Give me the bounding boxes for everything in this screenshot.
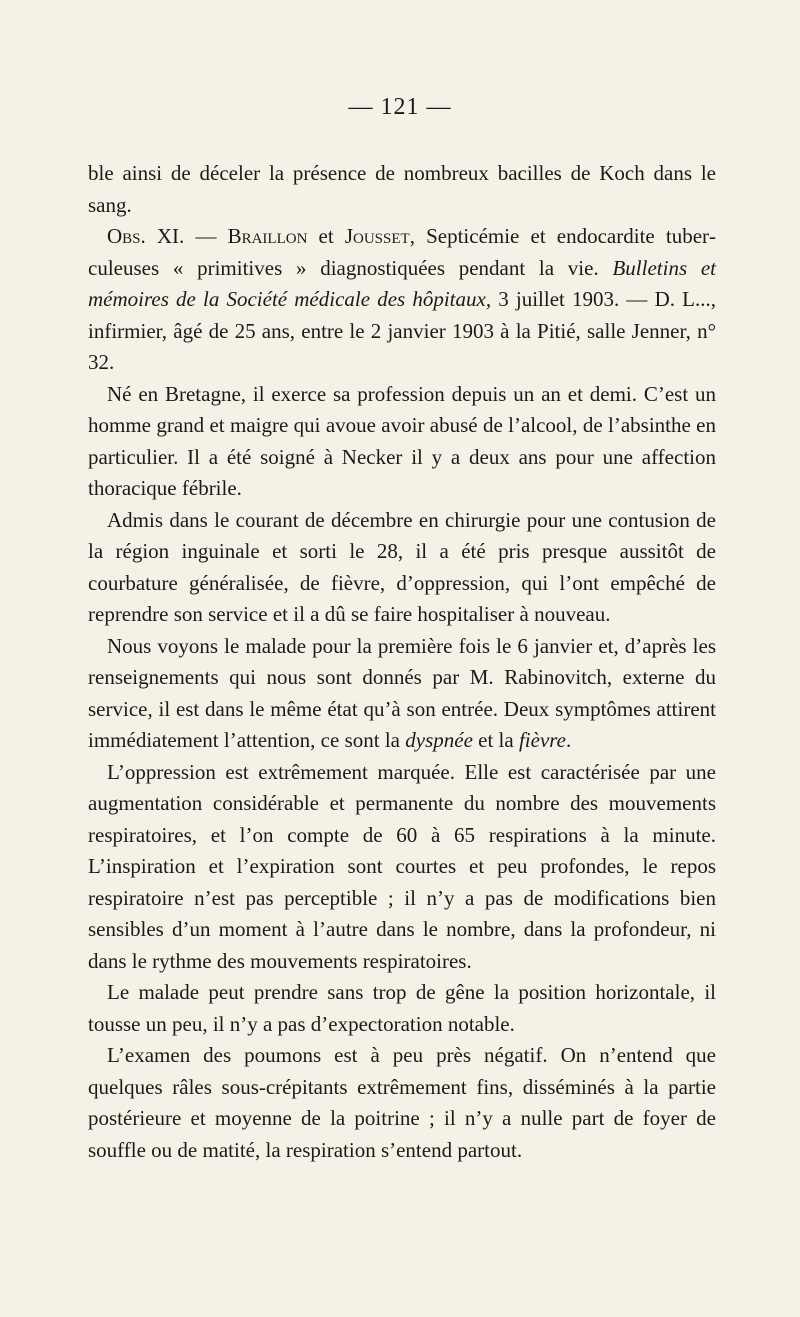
conjunction: et xyxy=(307,224,345,248)
journal-title: Bulletins et mémoires de la Société médicale des hôpitaux, xyxy=(88,255,716,311)
author-braillon: Braillon xyxy=(227,224,308,248)
article-title: , Septicémie et endocardite tuberculeuses « primitives » diagnostiquées pendant la vie. xyxy=(88,224,717,280)
term-dyspnee: dyspnée xyxy=(405,728,473,752)
author-jousset: Jousset xyxy=(344,224,410,248)
term-fievre: fièvre xyxy=(518,728,566,752)
paragraph-3: Né en Bretagne, il exerce sa profession depuis un an et demi. C’est un homme grand et maigre qui avoue avoir abusé de l’alcool, de l’absinthe en particulier. Il a été soigné à Necker il y a deux ans pour une affection thoracique fébrile. xyxy=(88,381,716,500)
paragraph-5-mid: et la xyxy=(472,728,519,752)
paragraph-observation-heading xyxy=(88,221,716,379)
paragraph-5-end: . xyxy=(565,728,572,752)
paragraph-5 xyxy=(88,631,716,757)
dash: — xyxy=(184,224,228,248)
paragraph-4: Admis dans le courant de décembre en chirurgie pour une contusion de la région inguinale et sorti le 28, il a été pris presque aussitôt de courbature généralisée, de fièvre, d’oppression, qui l’ont empêché de reprendre son service et il a dû se faire hospitaliser à nouveau. xyxy=(88,507,716,626)
paragraph-7: Le malade peut prendre sans trop de gêne la position horizontale, il tousse un peu, il n’y a pas d’expectoration notable. xyxy=(88,980,716,1036)
observation-label: Obs. XI. xyxy=(107,224,185,248)
paragraph-1: ble ainsi de déceler la présence de nombreux bacilles de Koch dans le sang. xyxy=(88,161,716,217)
citation-rest: 3 juillet 1903. — D. L..., infirmier, âgé de 25 ans, entre le 2 janvier 1903 à la Pitié, salle Jenner, n° 32. xyxy=(88,287,716,374)
paragraph-6: L’oppression est extrêmement marquée. Elle est caractérisée par une augmentation considérable et permanente du nombre des mouvements respiratoires, et l’on compte de 60 à 65 respirations à la minute. L’inspiration et l’expiration sont courtes et peu profondes, le repos respiratoire n’est pas perceptible ; il n’y a pas de modifications bien sensibles d’un moment à l’autre dans le nombre, dans la profondeur, ni dans le rythme des mouvements respiratoires. xyxy=(88,759,716,973)
paragraph-5-text: Nous voyons le malade pour la première fois le 6 janvier et, d’après les renseignements qui nous sont donnés par M. Rabinovitch, externe du service, il est dans le même état qu’à son entrée. Deux symptômes attirent immédiatement l’attention, ce sont la xyxy=(88,633,716,752)
page-number: — 121 — xyxy=(348,94,452,120)
body-text xyxy=(88,158,716,1166)
paragraph-8: L’examen des poumons est à peu près négatif. On n’entend que quelques râles sous-crépitants extrêmement fins, disséminés à la partie postérieure et moyenne de la poitrine ; il n’y a nulle part de foyer de souffle ou de matité, la respiration s’entend partout. xyxy=(88,1043,716,1162)
